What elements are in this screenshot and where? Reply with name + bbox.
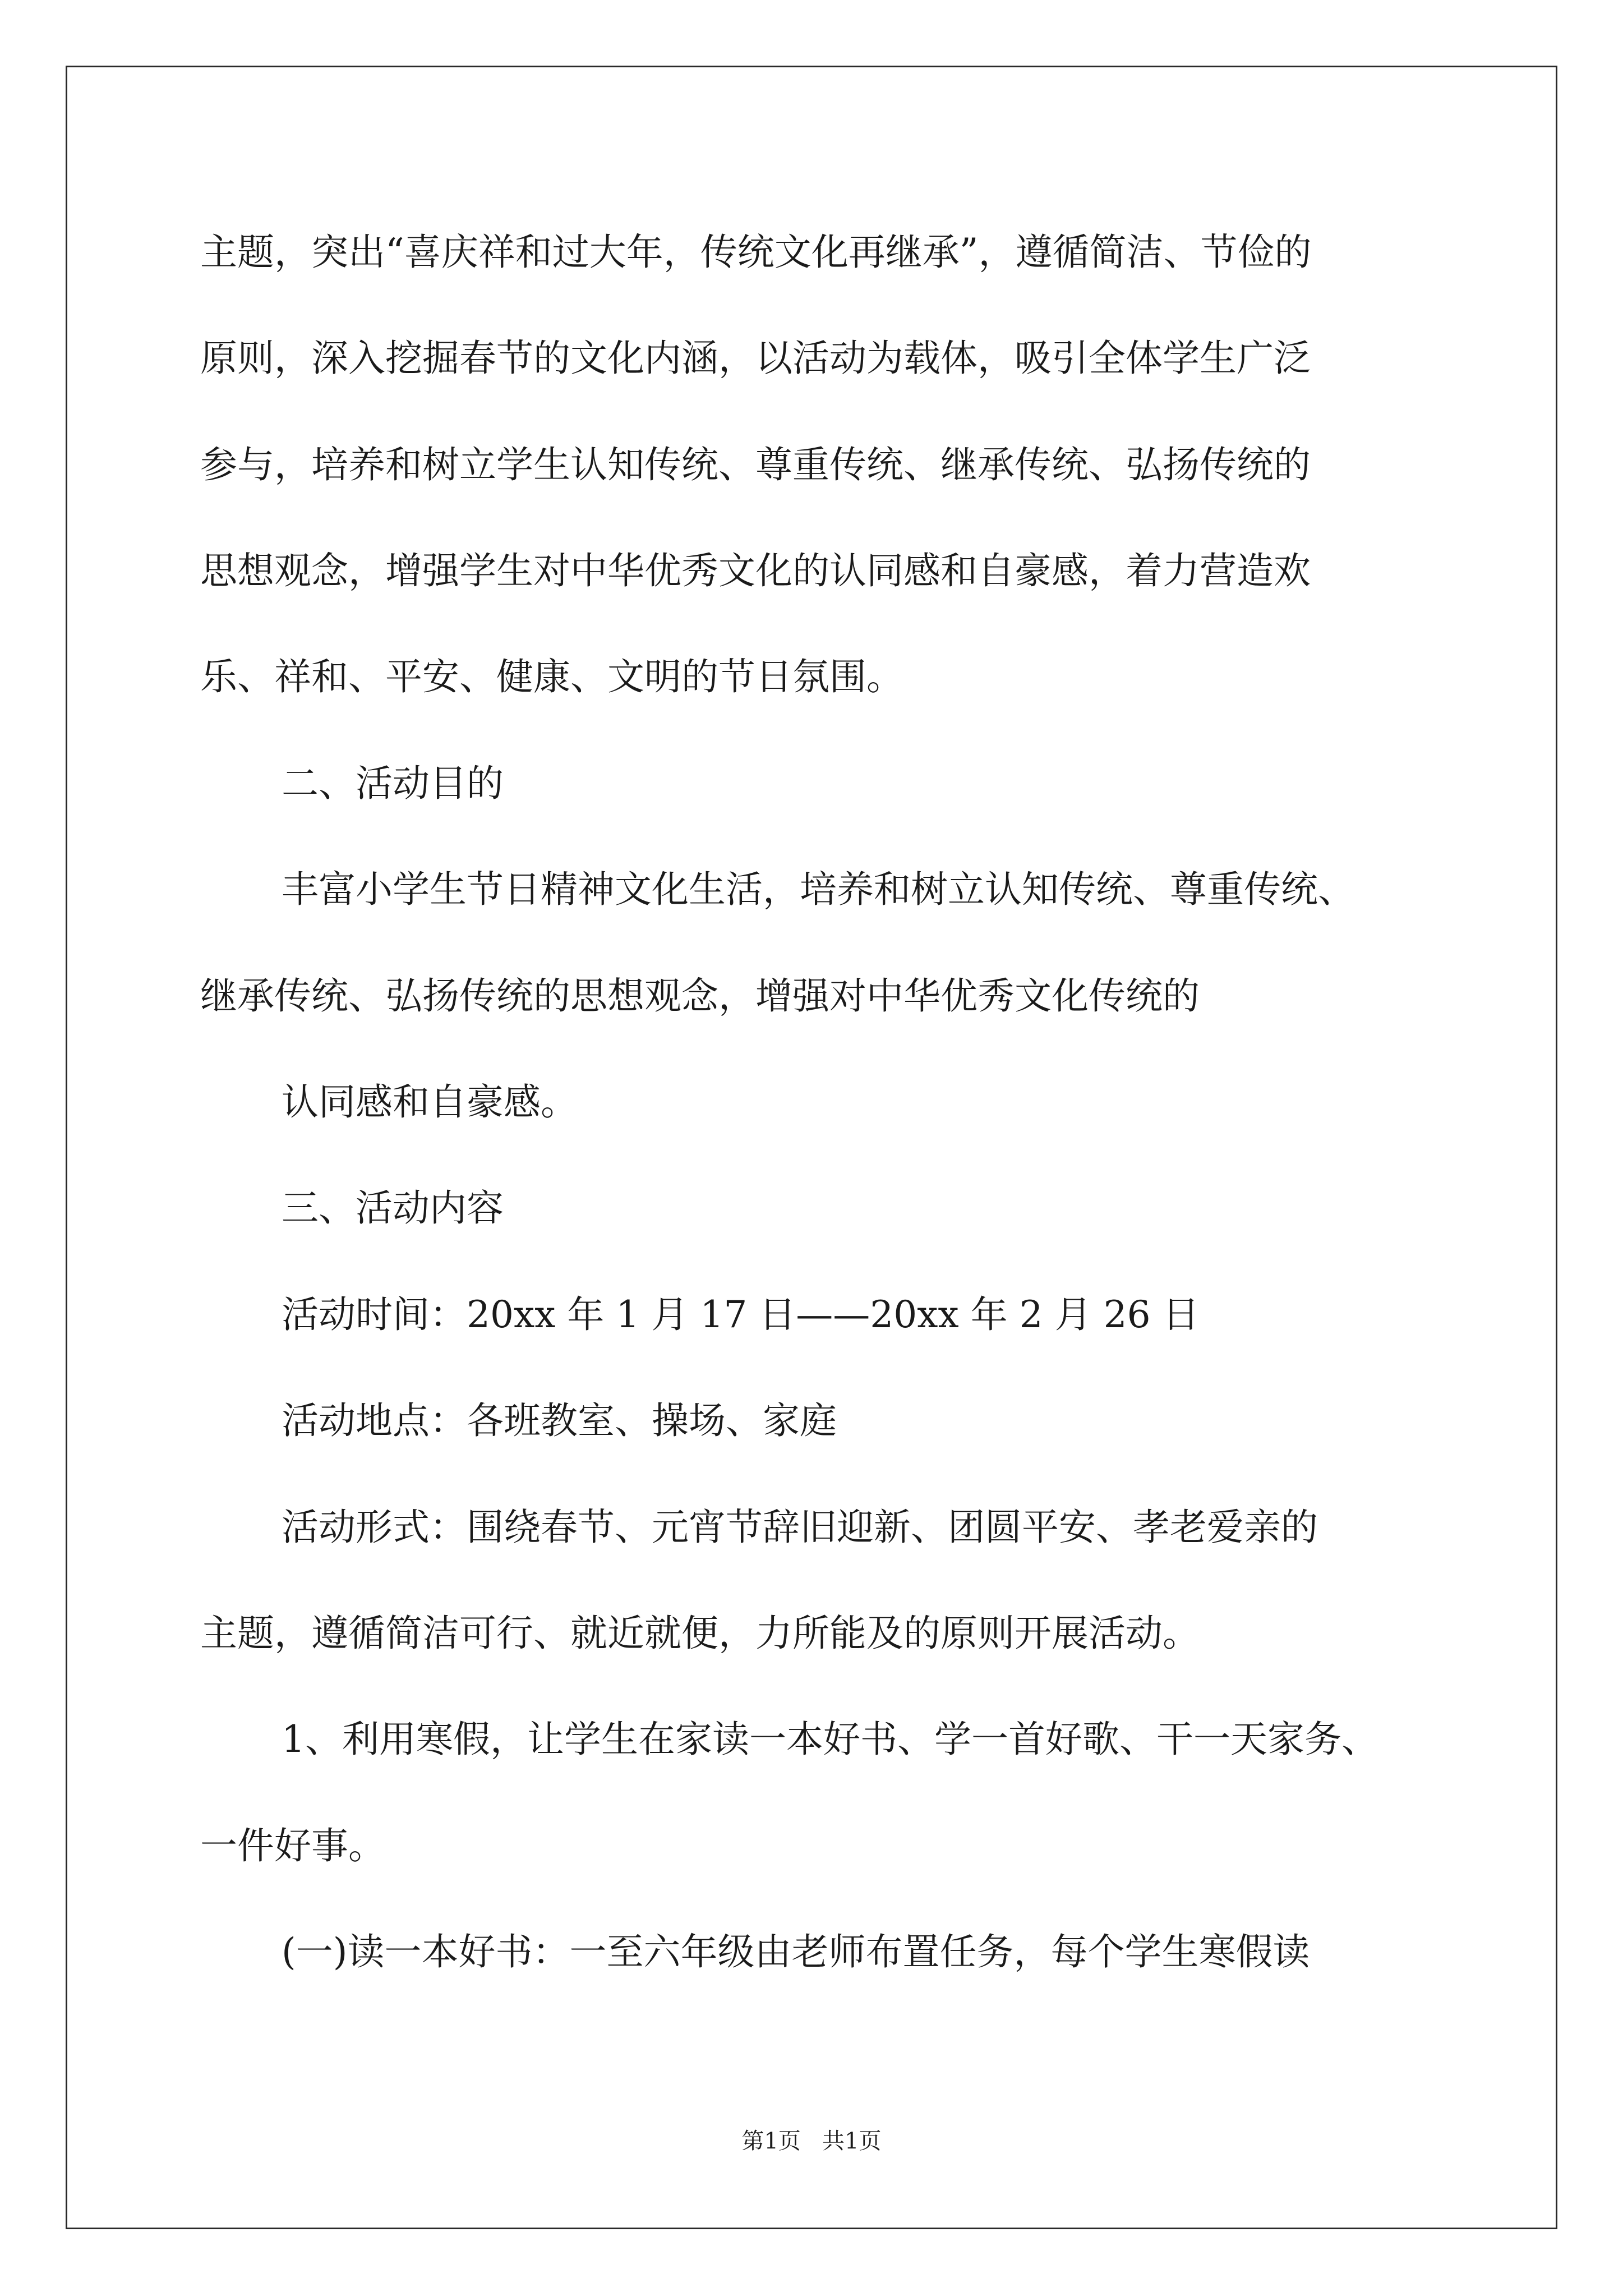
- paragraph-line: 认同感和自豪感。: [282, 1080, 578, 1124]
- paragraph-line: 活动形式：围绕春节、元宵节辞旧迎新、团圆平安、孝老爱亲的: [282, 1506, 1318, 1549]
- paragraph-line: 主题，突出“喜庆祥和过大年，传统文化再继承”，遵循简洁、节俭的: [200, 231, 1312, 274]
- section-heading: 三、活动内容: [282, 1186, 504, 1230]
- paragraph-line: 1、利用寒假，让学生在家读一本好书、学一首好歌、干一天家务、: [282, 1718, 1378, 1761]
- paragraph-line: 一件好事。: [200, 1824, 385, 1867]
- paragraph-line: 思想观念，增强学生对中华优秀文化的认同感和自豪感，着力营造欢: [200, 549, 1311, 592]
- paragraph-line: 继承传统、弘扬传统的思想观念，增强对中华优秀文化传统的: [200, 974, 1200, 1018]
- paragraph-line: 原则，深入挖掘春节的文化内涵，以活动为载体，吸引全体学生广泛: [200, 337, 1311, 380]
- paragraph-line: 活动时间：20xx 年 1 月 17 日——20xx 年 2 月 26 日: [282, 1293, 1200, 1336]
- paragraph-line: 参与，培养和树立学生认知传统、尊重传统、继承传统、弘扬传统的: [200, 443, 1311, 486]
- page-footer: 第1页 共1页: [741, 2128, 882, 2154]
- paragraph-line: 乐、祥和、平安、健康、文明的节日氛围。: [200, 655, 903, 698]
- section-heading: 二、活动目的: [282, 762, 504, 805]
- page-border: [66, 66, 1557, 2229]
- paragraph-line: 活动地点：各班教室、操场、家庭: [282, 1399, 837, 1442]
- paragraph-line: (一)读一本好书：一至六年级由老师布置任务，每个学生寒假读: [282, 1930, 1310, 1973]
- paragraph-line: 丰富小学生节日精神文化生活，培养和树立认知传统、尊重传统、: [282, 868, 1355, 911]
- paragraph-line: 主题，遵循简洁可行、就近就便，力所能及的原则开展活动。: [200, 1612, 1200, 1655]
